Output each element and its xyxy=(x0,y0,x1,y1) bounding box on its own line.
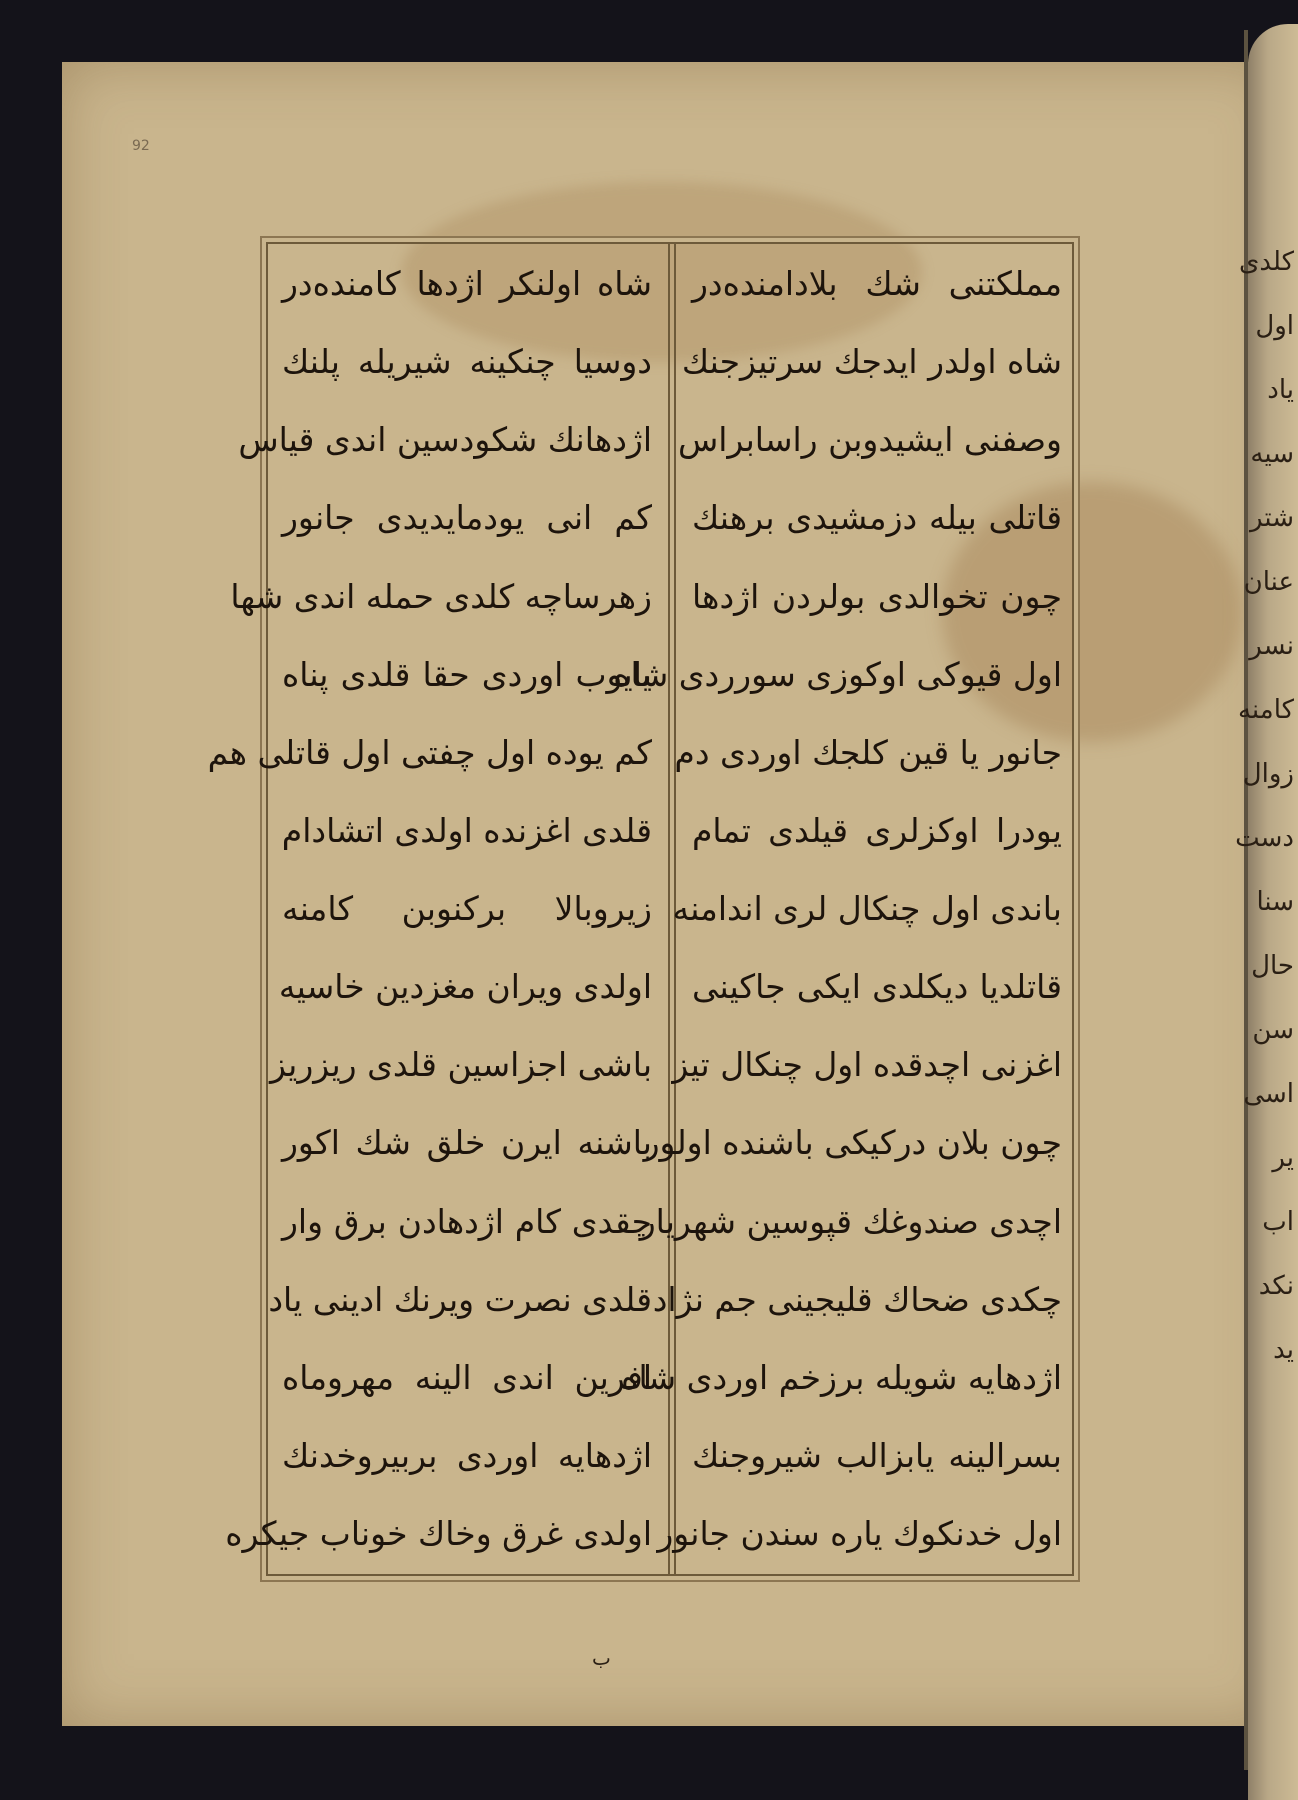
verse-line: جانور يا قين كلجك اوردى دم xyxy=(674,732,1062,772)
facing-verse-fragment: اب xyxy=(1262,1207,1294,1237)
facing-verse-fragment: سنا xyxy=(1256,887,1294,917)
verse-line: زيروبالا بركنوبن كامنه xyxy=(282,889,652,928)
verse-line: زهرساچه كلدى حمله اندى شها xyxy=(230,576,652,616)
verse-line: اول خدنكوك يارە سندن جانور xyxy=(657,1514,1062,1553)
verse-line: قلدى اغزنده اولدى اتشادام xyxy=(281,810,652,850)
verse-line: اچدى صندوغك قپوسين شهريار xyxy=(639,1201,1062,1241)
facing-verse-fragment: اسى xyxy=(1243,1079,1294,1109)
facing-verse-fragment: كامنه xyxy=(1237,695,1294,725)
verse-line: باندى اول چنكال لرى اندامنه xyxy=(672,889,1062,928)
facing-page-text xyxy=(1235,230,1294,1630)
right-text-column xyxy=(613,252,1068,1566)
verse-line: قاتلى بيله دزمشيدى برهنك xyxy=(692,498,1062,538)
verse-line: باشنه ايرن خلق شك اكور xyxy=(282,1123,652,1163)
verse-line: اژدهايه اوردى بربيروخدنك xyxy=(282,1435,652,1475)
facing-verse-fragment: دست xyxy=(1235,823,1294,853)
verse-line: اولدى ويران مغزدين خاسيه xyxy=(278,967,652,1007)
verse-line: چون تخوالدى بولردن اژدها xyxy=(692,576,1062,616)
verse-line: يايوب اوردى حقا قلدى پناه xyxy=(282,654,652,694)
facing-verse-fragment: شتر xyxy=(1250,503,1294,533)
verse-line: كم يودە اول چفتى اول قاتلى هم xyxy=(207,732,652,772)
verse-line: اولدى غرق وخاك خوناب جيكره xyxy=(225,1514,652,1553)
folio-number: 92 xyxy=(132,138,150,154)
facing-verse-fragment: نسر xyxy=(1249,631,1294,661)
verse-line: چقدى كام اژدهادن برق وار xyxy=(282,1201,652,1241)
verse-line: اول قيوكى اوكوزى سورردى شاه xyxy=(613,654,1062,694)
verse-line: افرين اندى الينه مهروماه xyxy=(282,1357,652,1397)
facing-verse-fragment: سيه xyxy=(1250,439,1294,469)
verse-line: مملكتنى شك بلادامندەدر xyxy=(692,264,1062,303)
facing-verse-fragment: كلدى xyxy=(1239,247,1294,277)
verse-line: شاه اولنكر اژدها كامندەدر xyxy=(282,264,652,303)
verse-line: اژدهايه شويله برزخم اوردى شاه xyxy=(621,1357,1062,1397)
verse-line: اغزنى اچدقدە اول چنكال تيز xyxy=(672,1045,1062,1085)
facing-verse-fragment: اول xyxy=(1255,311,1294,341)
facing-verse-fragment: حال xyxy=(1251,951,1294,981)
facing-verse-fragment: ير xyxy=(1272,1143,1294,1173)
verse-line: كم انى يودمايديدى جانور xyxy=(282,498,652,538)
facing-verse-fragment: ياد xyxy=(1267,375,1294,405)
facing-verse-fragment: يد xyxy=(1273,1335,1294,1365)
facing-verse-fragment: زوال xyxy=(1242,759,1294,789)
catchword: ب xyxy=(592,1646,611,1670)
facing-verse-fragment: سن xyxy=(1252,1015,1294,1045)
verse-line: قاتلديا ديكلدى ايكى جاكينى xyxy=(692,967,1062,1007)
verse-line: چون بلان دركيكى باشندە اولور xyxy=(643,1123,1062,1163)
left-text-column xyxy=(207,252,658,1566)
facing-verse-fragment: عنان xyxy=(1243,567,1294,597)
verse-line: شاه اولدر ايدجك سرتيزجنك xyxy=(681,342,1062,382)
verse-line: يودرا اوكزلرى قيلدى تمام xyxy=(692,810,1062,850)
verse-line: بسرالينه يابزالب شيروجنك xyxy=(692,1435,1062,1475)
text-frame xyxy=(207,242,1074,1576)
verse-line: وصفنى ايشيدوبن راسابراس xyxy=(677,420,1062,460)
verse-line: قلدى نصرت ويرنك ادينى ياد xyxy=(268,1279,652,1319)
verse-line: دوسيا چنكينه شيريله پلنك xyxy=(282,342,652,382)
verse-line: باشى اجزاسين قلدى ريزريز xyxy=(269,1045,652,1085)
verse-line: چكدى ضحاك قليجينى جم نژاد xyxy=(652,1279,1062,1319)
verse-line: اژدهانك شكودسين اندى قياس xyxy=(238,420,652,460)
facing-verse-fragment: نكد xyxy=(1258,1271,1294,1301)
